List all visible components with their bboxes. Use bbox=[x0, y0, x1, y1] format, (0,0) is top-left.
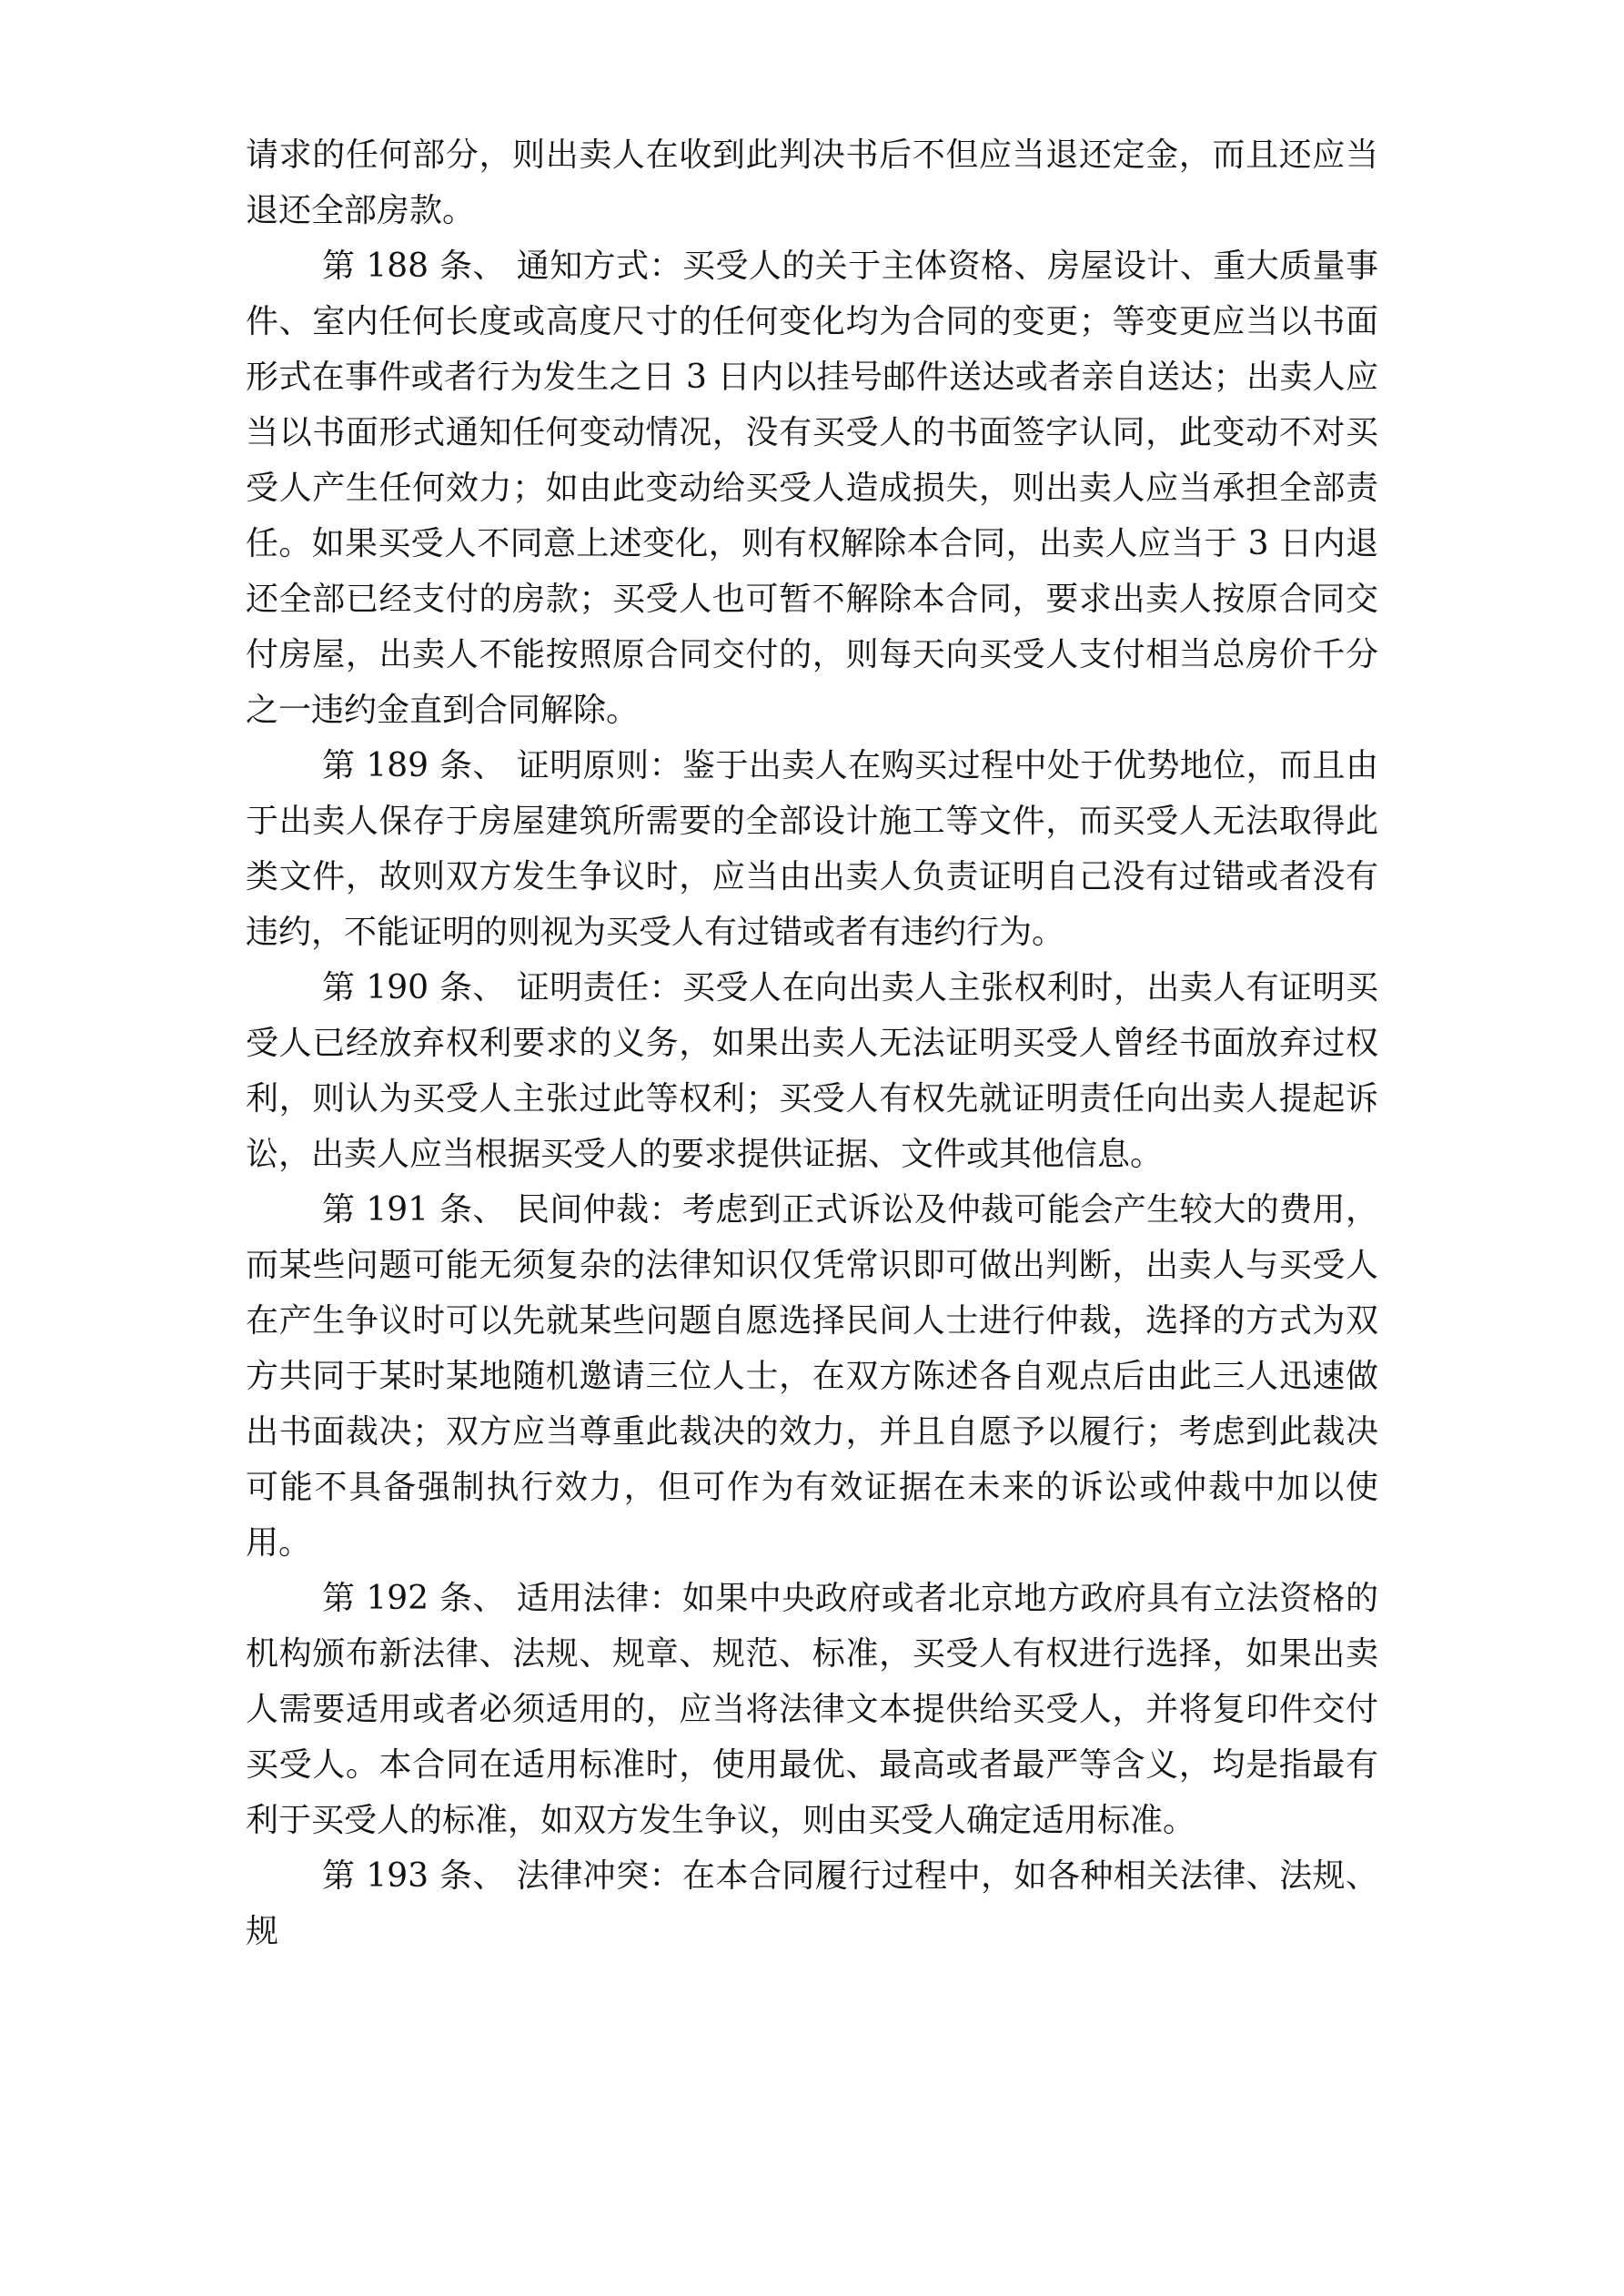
article-number: 第 190 条、 bbox=[322, 969, 517, 1006]
article-text: 通知方式：买受人的关于主体资格、房屋设计、重大质量事件、室内任何长度或高度尺寸的任何变化均为合同的变更；等变更应当以书面形式在事件或者行为发生之日 3 日内以挂号邮件送达或者亲自送达；出卖人应当以书面形式通知任何变动情况，没有买受人的书面签字认同，此变动不对买受人产生任何效力；如由此变动给买受人造成损失，则出卖人应当承担全部责任。如果买受人不同意上述变化，则有权解除本合同，出卖人应当于 3 日内退还全部已经支付的房款；买受人也可暂不解除本合同，要求出卖人按原合同交付房屋，出卖人不能按照原合同交付的，则每天向买受人支付相当总房价千分之一违约金直到合同解除。 bbox=[246, 248, 1378, 729]
article-number: 第 192 条、 bbox=[322, 1580, 517, 1617]
paragraph-text: 请求的任何部分，则出卖人在收到此判决书后不但应当退还定金，而且还应当退还全部房款。 bbox=[246, 137, 1378, 229]
article-189 bbox=[246, 738, 1378, 960]
article-text: 证明原则：鉴于出卖人在购买过程中处于优势地位，而且由于出卖人保存于房屋建筑所需要的全部设计施工等文件，而买受人无法取得此类文件，故则双方发生争议时，应当由出卖人负责证明自己没有过错或者没有违约，不能证明的则视为买受人有过错或者有违约行为。 bbox=[246, 747, 1378, 951]
article-text: 民间仲裁：考虑到正式诉讼及仲裁可能会产生较大的费用，而某些问题可能无须复杂的法律知识仅凭常识即可做出判断，出卖人与买受人在产生争议时可以先就某些问题自愿选择民间人士进行仲裁，选择的方式为双方共同于某时某地随机邀请三位人士，在双方陈述各自观点后由此三人迅速做出书面裁决；双方应当尊重此裁决的效力，并且自愿予以履行；考虑到此裁决可能不具备强制执行效力，但可作为有效证据在未来的诉讼或仲裁中加以使用。 bbox=[246, 1191, 1378, 1562]
article-190 bbox=[246, 960, 1378, 1182]
article-text: 适用法律：如果中央政府或者北京地方政府具有立法资格的机构颁布新法律、法规、规章、规范、标准，买受人有权进行选择，如果出卖人需要适用或者必须适用的，应当将法律文本提供给买受人，并将复印件交付买受人。本合同在适用标准时，使用最优、最高或者最严等含义，均是指最有利于买受人的标准，如双方发生争议，则由买受人确定适用标准。 bbox=[246, 1580, 1378, 1839]
article-text: 证明责任：买受人在向出卖人主张权利时，出卖人有证明买受人已经放弃权利要求的义务，如果出卖人无法证明买受人曾经书面放弃过权利，则认为买受人主张过此等权利；买受人有权先就证明责任向出卖人提起诉讼，出卖人应当根据买受人的要求提供证据、文件或其他信息。 bbox=[246, 969, 1378, 1173]
article-number: 第 191 条、 bbox=[322, 1191, 517, 1229]
article-number: 第 188 条、 bbox=[322, 248, 517, 285]
article-188 bbox=[246, 238, 1378, 738]
article-191 bbox=[246, 1182, 1378, 1571]
article-192 bbox=[246, 1571, 1378, 1848]
article-text: 法律冲突：在本合同履行过程中，如各种相关法律、法规、规 bbox=[246, 1857, 1378, 1950]
article-193 bbox=[246, 1848, 1378, 1959]
paragraph-continuation bbox=[246, 127, 1378, 238]
article-number: 第 193 条、 bbox=[322, 1857, 517, 1895]
document-body bbox=[246, 127, 1378, 1959]
article-number: 第 189 条、 bbox=[322, 747, 517, 784]
